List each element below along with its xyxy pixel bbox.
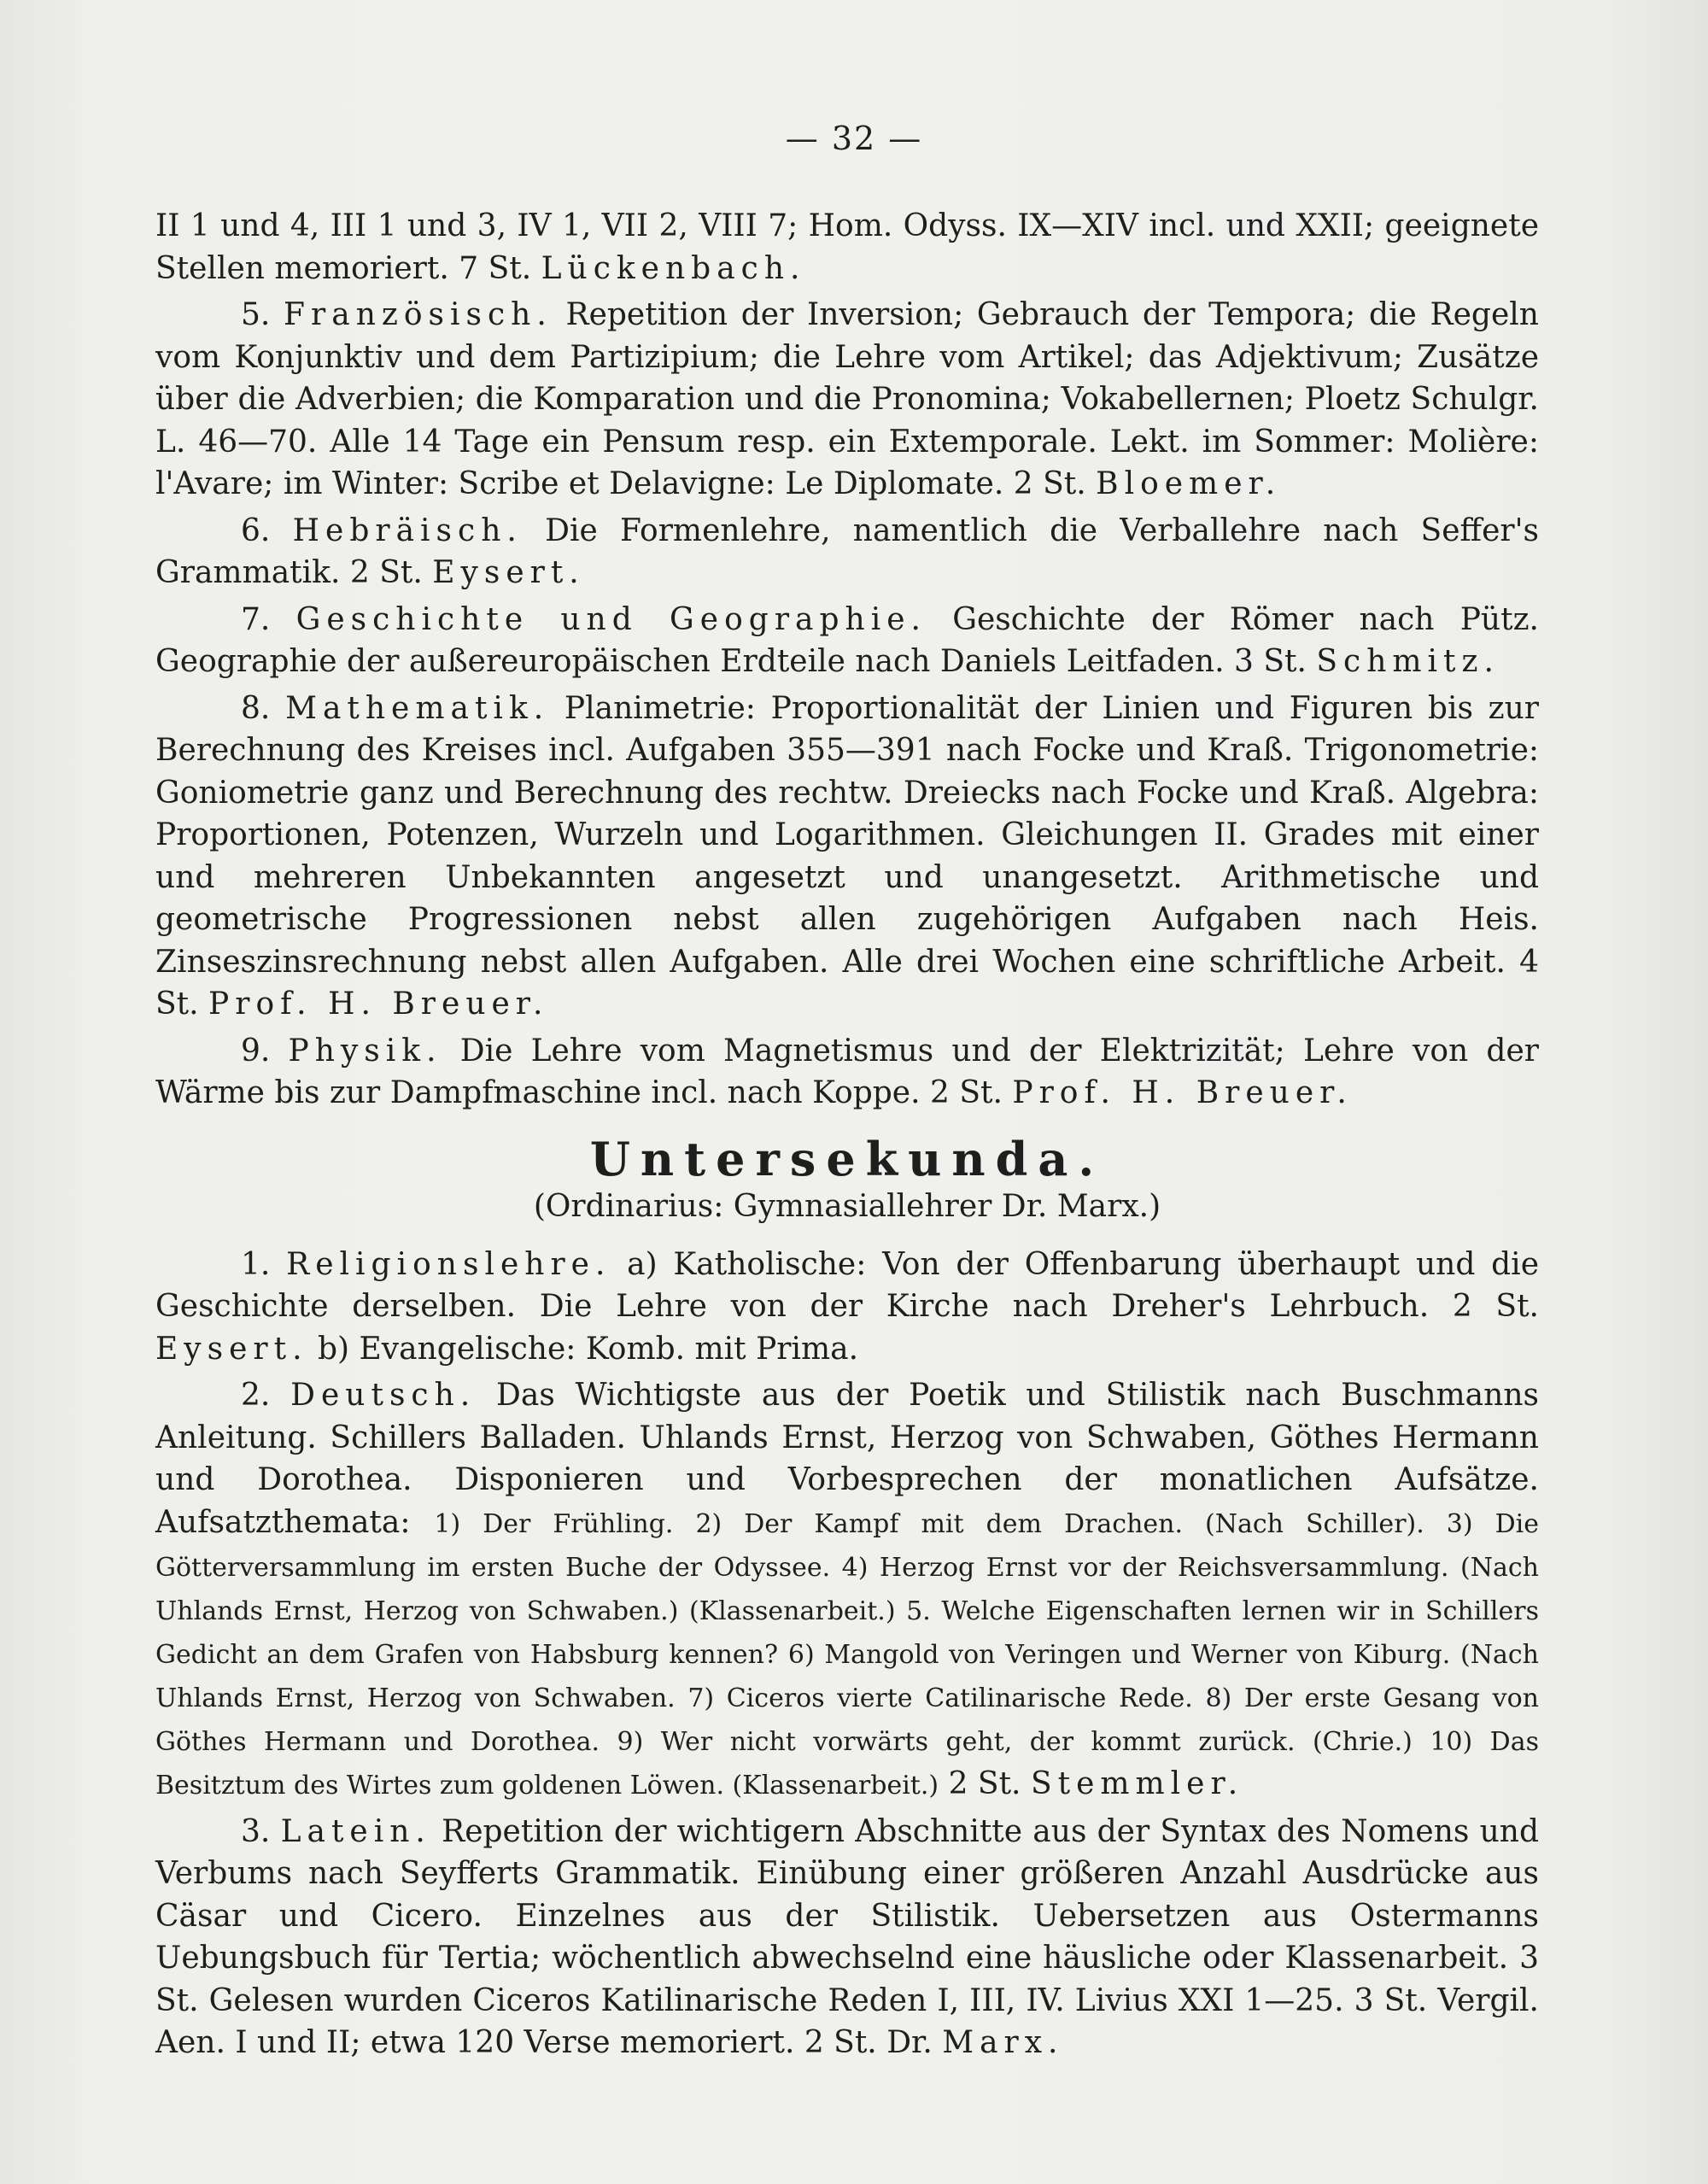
subject-paragraph-hebraeisch [155,510,1539,594]
subject-name: Mathematik. [285,690,550,726]
item-number: 2. [241,1378,271,1413]
section-heading: Untersekunda. [589,1131,1105,1186]
paragraph-text: Geschichte der Römer nach Pütz. Geographie der außereuropäischen Erdteile nach Daniels Leitfaden. 3 St. [155,601,1539,679]
subject-paragraph-mathematik [155,688,1539,1026]
subject-name: Deutsch. [290,1378,477,1413]
paragraph-text: Die Formenlehre, namentlich die Verballehre nach Seffer's Grammatik. 2 St. [155,512,1539,590]
item-number: 9. [241,1033,271,1069]
item-number: 1. [241,1246,271,1282]
subject-name: Physik. [288,1033,442,1069]
subject-paragraph-deutsch [155,1374,1539,1806]
page-number: — 32 — [785,120,923,157]
teacher-name: Stemmler. [1030,1765,1244,1801]
paragraph-text: a) Katholische: Von der Offenbarung überhaupt und die Geschichte derselben. Die Lehre von der Kirche nach Dreher's Lehrbuch. 2 St. [155,1246,1539,1324]
paragraph-text: Das Wichtigste aus der Poetik und Stilistik nach Buschmanns Anleitung. Schillers Balladen. Uhlands Ernst, Herzog von Schwaben, Göthes Hermann und Dorothea. Disponieren und Vorbesprechen der monatlichen Aufsätze. Aufsatzthemata: [155,1378,1539,1540]
teacher-name: Eysert. [155,1331,308,1367]
paragraph-text: Die Lehre vom Magnetismus und der Elektrizität; Lehre von der Wärme bis zur Dampfmaschine incl. nach Koppe. 2 St. [155,1033,1539,1110]
paragraph-text: II 1 und 4, III 1 und 3, IV 1, VII 2, VIII 7; Hom. Odyss. IX—XIV incl. und XXII; geeignete Stellen memoriert. 7 St. [155,208,1539,286]
subject-name: Geschichte und Geographie. [295,601,927,637]
subject-paragraph-geschichte [155,599,1539,683]
teacher-name: Marx. [942,2025,1064,2060]
teacher-name: Prof. H. Breuer. [1012,1075,1353,1110]
subject-name: Hebräisch. [292,512,523,548]
subject-paragraph-physik [155,1030,1539,1115]
paragraph-text: Repetition der wichtigern Abschnitte aus der Syntax des Nomens und Verbums nach Seyfferts Grammatik. Einübung einer größeren Anzahl Ausdrücke aus Cäsar und Cicero. Einzelnes aus der Stilistik. Uebersetzen aus Ostermanns Uebungsbuch für Tertia; wöchentlich abwechselnd eine häusliche oder Klassenarbeit. 3 St. Gelesen wurden Ciceros Katilinarische Reden I, III, IV. Livius XXI 1—25. 3 St. Vergil. Aen. I und II; etwa 120 Verse memoriert. 2 St. Dr. [155,1813,1539,2060]
paragraph-text: Planimetrie: Proportionalität der Linien und Figuren bis zur Berechnung des Kreises incl. Aufgaben 355—391 nach Focke und Kraß. Trigonometrie: Goniometrie ganz und Berechnung des rechtw. Dreiecks nach Focke und Kraß. Algebra: Proportionen, Potenzen, Wurzeln und Logarithmen. Gleichungen II. Grades mit einer und mehreren Unbekannten angesetzt und unangesetzt. Arithmetische und geometrische Progressionen nebst allen zugehörigen Aufgaben nach Heis. Zinseszinsrechnung nebst allen Aufgaben. Alle drei Wochen eine schriftliche Arbeit. 4 St. [155,690,1539,1022]
teacher-name: Lückenbach. [541,250,806,286]
teacher-name: Bloemer. [1096,466,1282,501]
essay-themes: 1) Der Frühling. 2) Der Kampf mit dem Drachen. (Nach Schiller). 3) Die Götterversammlung im ersten Buche der Odyssee. 4) Herzog Ernst vor der Reichsversammlung. (Nach Uhlands Ernst, Herzog von Schwaben.) (Klassenarbeit.) 5. Welche Eigenschaften lernen wir in Schillers Gedicht an dem Grafen von Habsburg kennen? 6) Mangold von Veringen und Werner von Kiburg. (Nach Uhlands Ernst, Herzog von Schwaben. 7) Ciceros vierte Catilinarische Rede. 8) Der erste Gesang von Göthes Hermann und Dorothea. 9) Wer nicht vorwärts geht, der kommt zurück. (Chrie.) 10) Das Besitztum des Wirtes zum goldenen Löwen. (Klassenarbeit.) [155,1508,1539,1800]
teacher-name: Prof. H. Breuer. [208,987,549,1022]
subject-name: Latein. [280,1813,431,1849]
subject-paragraph-latein [155,1811,1539,2064]
subject-name: Religionslehre. [286,1246,611,1282]
subject-paragraph-franzoesisch [155,294,1539,506]
item-number: 5. [241,297,271,332]
teacher-name: Schmitz. [1316,644,1500,679]
item-number: 6. [241,512,271,548]
page-body [155,205,1539,2069]
subject-paragraph-religionslehre [155,1244,1539,1371]
paragraph-text-continued: b) Evangelische: Komb. mit Prima. [317,1331,859,1367]
paragraph-text: Repetition der Inversion; Gebrauch der Tempora; die Regeln vom Konjunktiv und dem Partizipium; die Lehre vom Artikel; das Adjektivum; Zusätze über die Adverbien; die Komparation und die Pronomina; Vokabellernen; Ploetz Schulgr. L. 46—70. Alle 14 Tage ein Pensum resp. ein Extemporale. Lekt. im Sommer: Molière: l'Avare; im Winter: Scribe et Delavigne: Le Diplomate. 2 St. [155,297,1539,501]
continuation-paragraph [155,205,1539,290]
section-subheading: (Ordinarius: Gymnasiallehrer Dr. Marx.) [533,1189,1161,1224]
item-number: 8. [241,690,271,726]
item-number: 3. [241,1813,271,1849]
teacher-name: Eysert. [432,555,585,590]
item-number: 7. [241,601,271,637]
hours: 2 St. [948,1765,1021,1801]
subject-name: Französisch. [284,297,553,332]
